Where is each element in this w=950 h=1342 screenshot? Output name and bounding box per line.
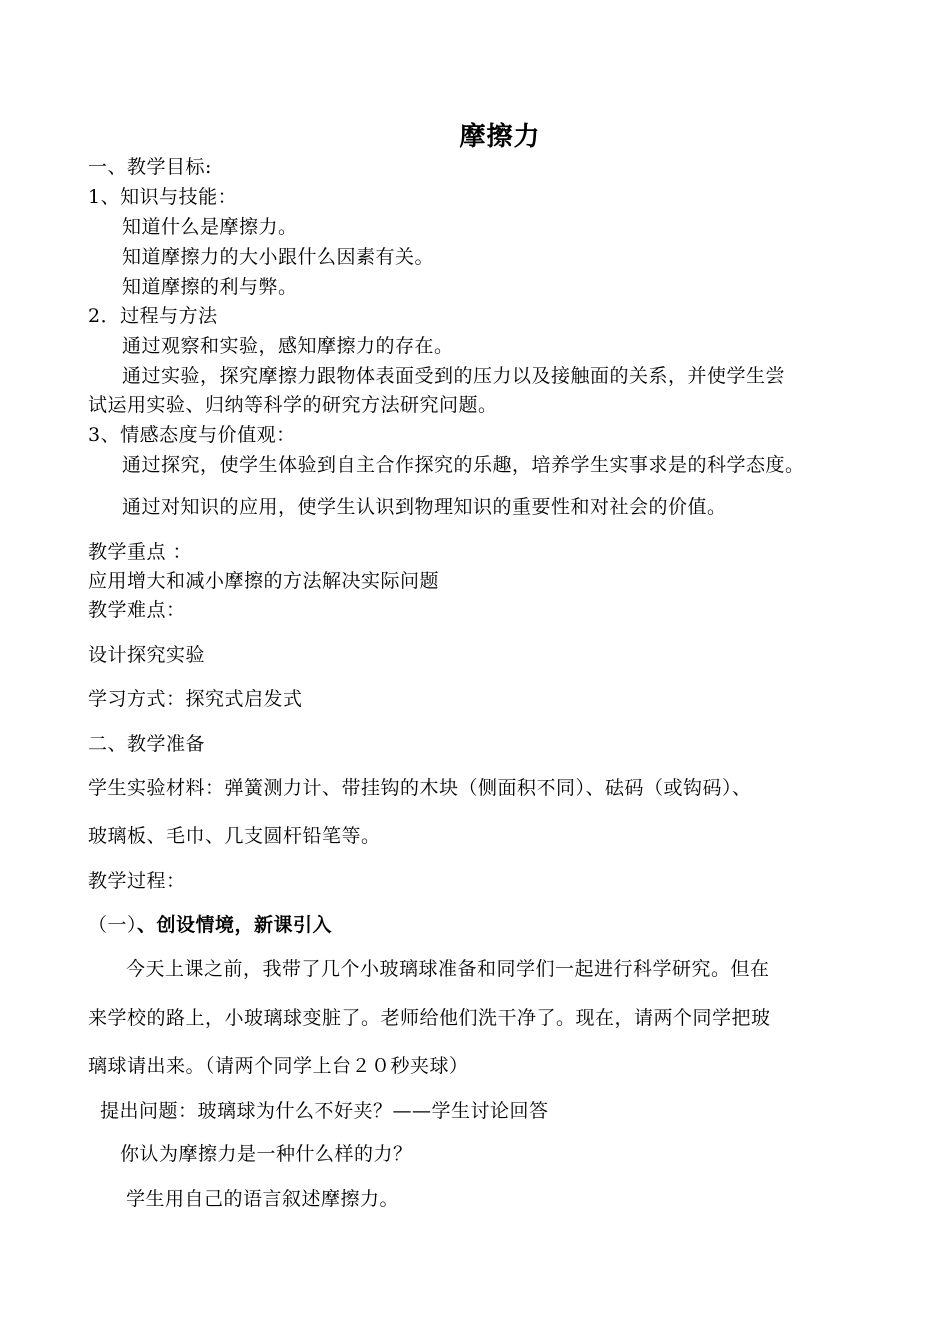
paragraph-line: 试运用实验、归纳等科学的研究方法研究问题。 <box>88 394 498 416</box>
paragraph-line: 应用增大和减小摩擦的方法解决实际问题 <box>88 570 440 592</box>
paragraph-line: 知道摩擦力的大小跟什么因素有关。 <box>122 246 435 268</box>
paragraph-line: 学习方式：探究式启发式 <box>88 688 303 710</box>
section-heading-preparation: 二、教学准备 <box>88 733 206 755</box>
subheading-number: （一） <box>88 914 138 936</box>
paragraph-line: 通过实验，探究摩擦力跟物体表面受到的压力以及接触面的关系，并使学生尝 <box>122 365 786 387</box>
paragraph-line: 璃球请出来。（请两个同学上台２０秒夹球） <box>88 1055 469 1077</box>
paragraph-line: 学生用自己的语言叙述摩擦力。 <box>126 1188 400 1210</box>
paragraph-line: 今天上课之前，我带了几个小玻璃球准备和同学们一起进行科学研究。但在 <box>126 958 770 980</box>
paragraph-line: 通过对知识的应用，使学生认识到物理知识的重要性和对社会的价值。 <box>122 496 727 518</box>
paragraph-line: 知道摩擦的利与弊。 <box>122 276 298 298</box>
paragraph-line: 通过探究，使学生体验到自主合作探究的乐趣，培养学生实事求是的科学态度。 <box>122 454 805 476</box>
paragraph-line: 学生实验材料：弹簧测力计、带挂钩的木块（侧面积不同）、砝码（或钩码）、 <box>88 777 752 799</box>
heading-teaching-process: 教学过程： <box>88 870 186 892</box>
subheading-attitude-values: 3、情感态度与价值观： <box>88 424 296 446</box>
subheading-bold-text: 、创设情境，新课引入 <box>137 914 333 936</box>
section-heading-objectives: 一、教学目标: <box>88 156 212 178</box>
subheading-knowledge-skills: 1、知识与技能： <box>88 186 238 208</box>
paragraph-line: 通过观察和实验，感知摩擦力的存在。 <box>122 335 454 357</box>
page-title: 摩擦力 <box>459 122 541 152</box>
paragraph-line: 玻璃板、毛巾、几支圆杆铅笔等。 <box>88 825 381 847</box>
paragraph-line: 你认为摩擦力是一种什么样的力？ <box>120 1143 413 1165</box>
paragraph-line: 来学校的路上，小玻璃球变脏了。老师给他们洗干净了。现在，请两个同学把玻 <box>88 1007 771 1029</box>
subheading-process-methods: 2．过程与方法 <box>88 305 218 327</box>
paragraph-line: 提出问题：玻璃球为什么不好夹？——学生讨论回答 <box>100 1100 549 1122</box>
subheading-intro <box>88 913 332 937</box>
heading-difficulties: 教学难点： <box>88 599 186 621</box>
heading-key-points: 教学重点 ： <box>88 541 193 563</box>
paragraph-line: 知道什么是摩擦力。 <box>122 216 298 238</box>
paragraph-line: 设计探究实验 <box>88 644 206 666</box>
